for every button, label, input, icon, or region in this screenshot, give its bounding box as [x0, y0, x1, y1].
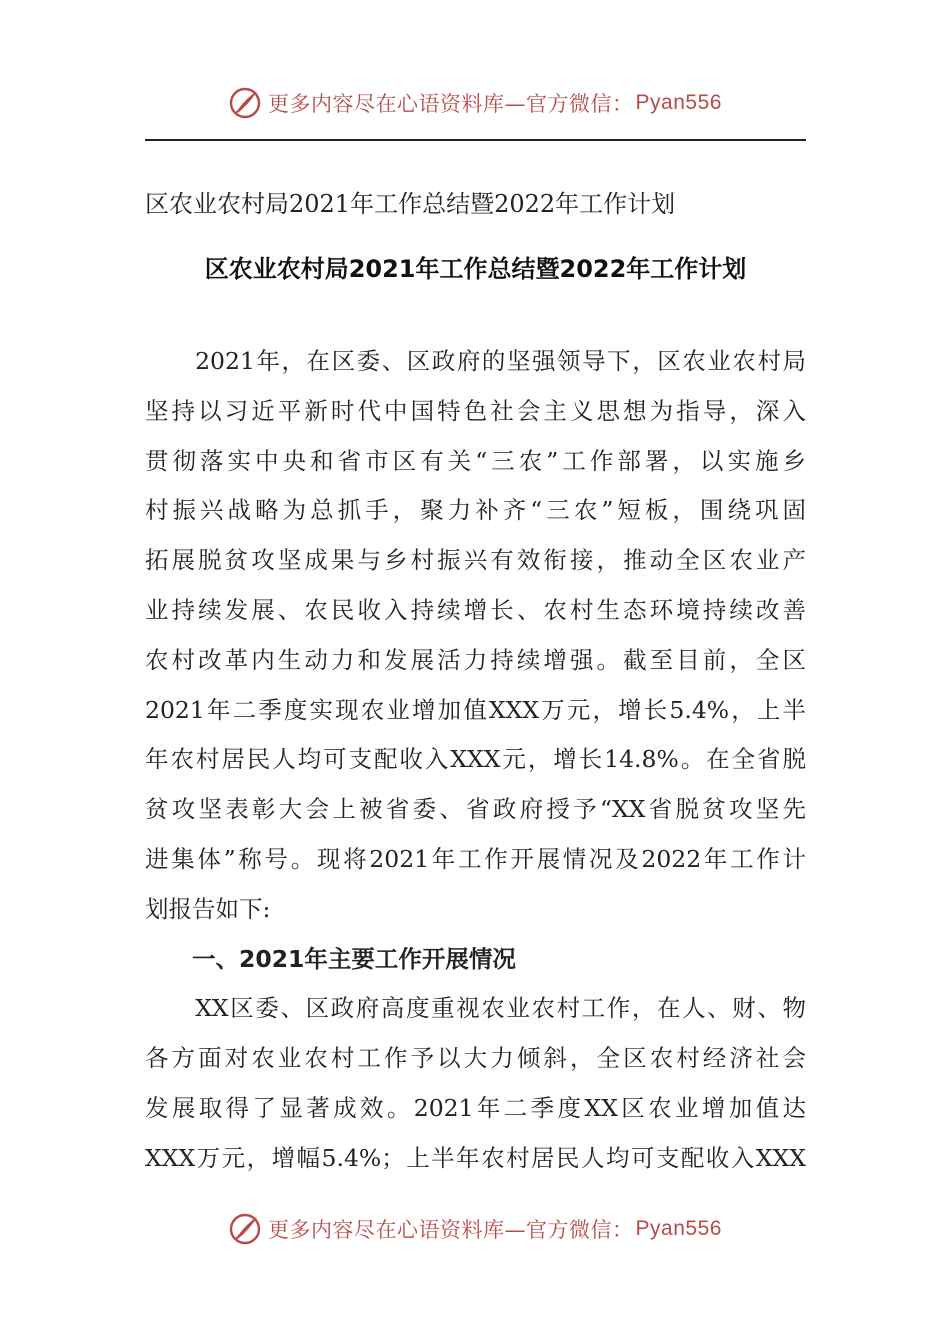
- section-line: 发展取得了显著成效。2021年二季度XX区农业增加值达: [145, 1093, 806, 1122]
- body-line: 年农村居民人均可支配收入XXX元，增长14.8%。在全省脱: [145, 745, 806, 774]
- quill-logo-icon: [228, 1212, 262, 1246]
- header-banner: [0, 83, 950, 123]
- body-line: 拓展脱贫攻坚成果与乡村振兴有效衔接，推动全区农业产: [145, 546, 806, 575]
- body-line: 坚持以习近平新时代中国特色社会主义思想为指导，深入: [145, 396, 806, 425]
- banner-text: 更多内容尽在心语资料库—官方微信：: [268, 92, 634, 116]
- body-line: 2021年二季度实现农业增加值XXX万元，增长5.4%，上半: [145, 695, 806, 724]
- footer-banner: [0, 1209, 950, 1249]
- wechat-id: Pyan556: [635, 1217, 722, 1240]
- document-title: 区农业农村局2021年工作总结暨2022年工作计划: [204, 255, 747, 283]
- body-line: 2021年，在区委、区政府的坚强领导下，区农业农村局: [145, 347, 806, 375]
- body-line: 贫攻坚表彰大会上被省委、省政府授予“XX省脱贫攻坚先: [145, 795, 806, 824]
- section-line: 各方面对农业农村工作予以大力倾斜，全区农村经济社会: [145, 1044, 806, 1073]
- document-body: [145, 337, 806, 1184]
- section-heading: 一、2021年主要工作开展情况: [145, 944, 516, 973]
- wechat-id: Pyan556: [635, 91, 722, 114]
- body-line: 划报告如下:: [145, 894, 271, 923]
- section-line: XX区委、区政府高度重视农业农村工作，在人、财、物: [145, 994, 806, 1023]
- body-line: 村振兴战略为总抓手，聚力补齐“三农”短板，围绕巩固: [145, 496, 806, 525]
- body-line: 农村改革内生动力和发展活力持续增强。截至目前，全区: [145, 645, 806, 674]
- body-line: 贯彻落实中央和省市区有关“三农”工作部署，以实施乡: [145, 446, 806, 475]
- body-line: 进集体”称号。现将2021年工作开展情况及2022年工作计: [145, 844, 806, 873]
- header-divider: [145, 139, 806, 141]
- quill-logo-icon: [228, 86, 262, 120]
- body-line: 业持续发展、农民收入持续增长、农村生态环境持续改善: [145, 595, 806, 624]
- section-line: XXX万元，增幅5.4%；上半年农村居民人均可支配收入XXX: [145, 1143, 806, 1172]
- banner-text: 更多内容尽在心语资料库—官方微信：: [268, 1218, 634, 1242]
- document-label: 区农业农村局2021年工作总结暨2022年工作计划: [145, 190, 676, 218]
